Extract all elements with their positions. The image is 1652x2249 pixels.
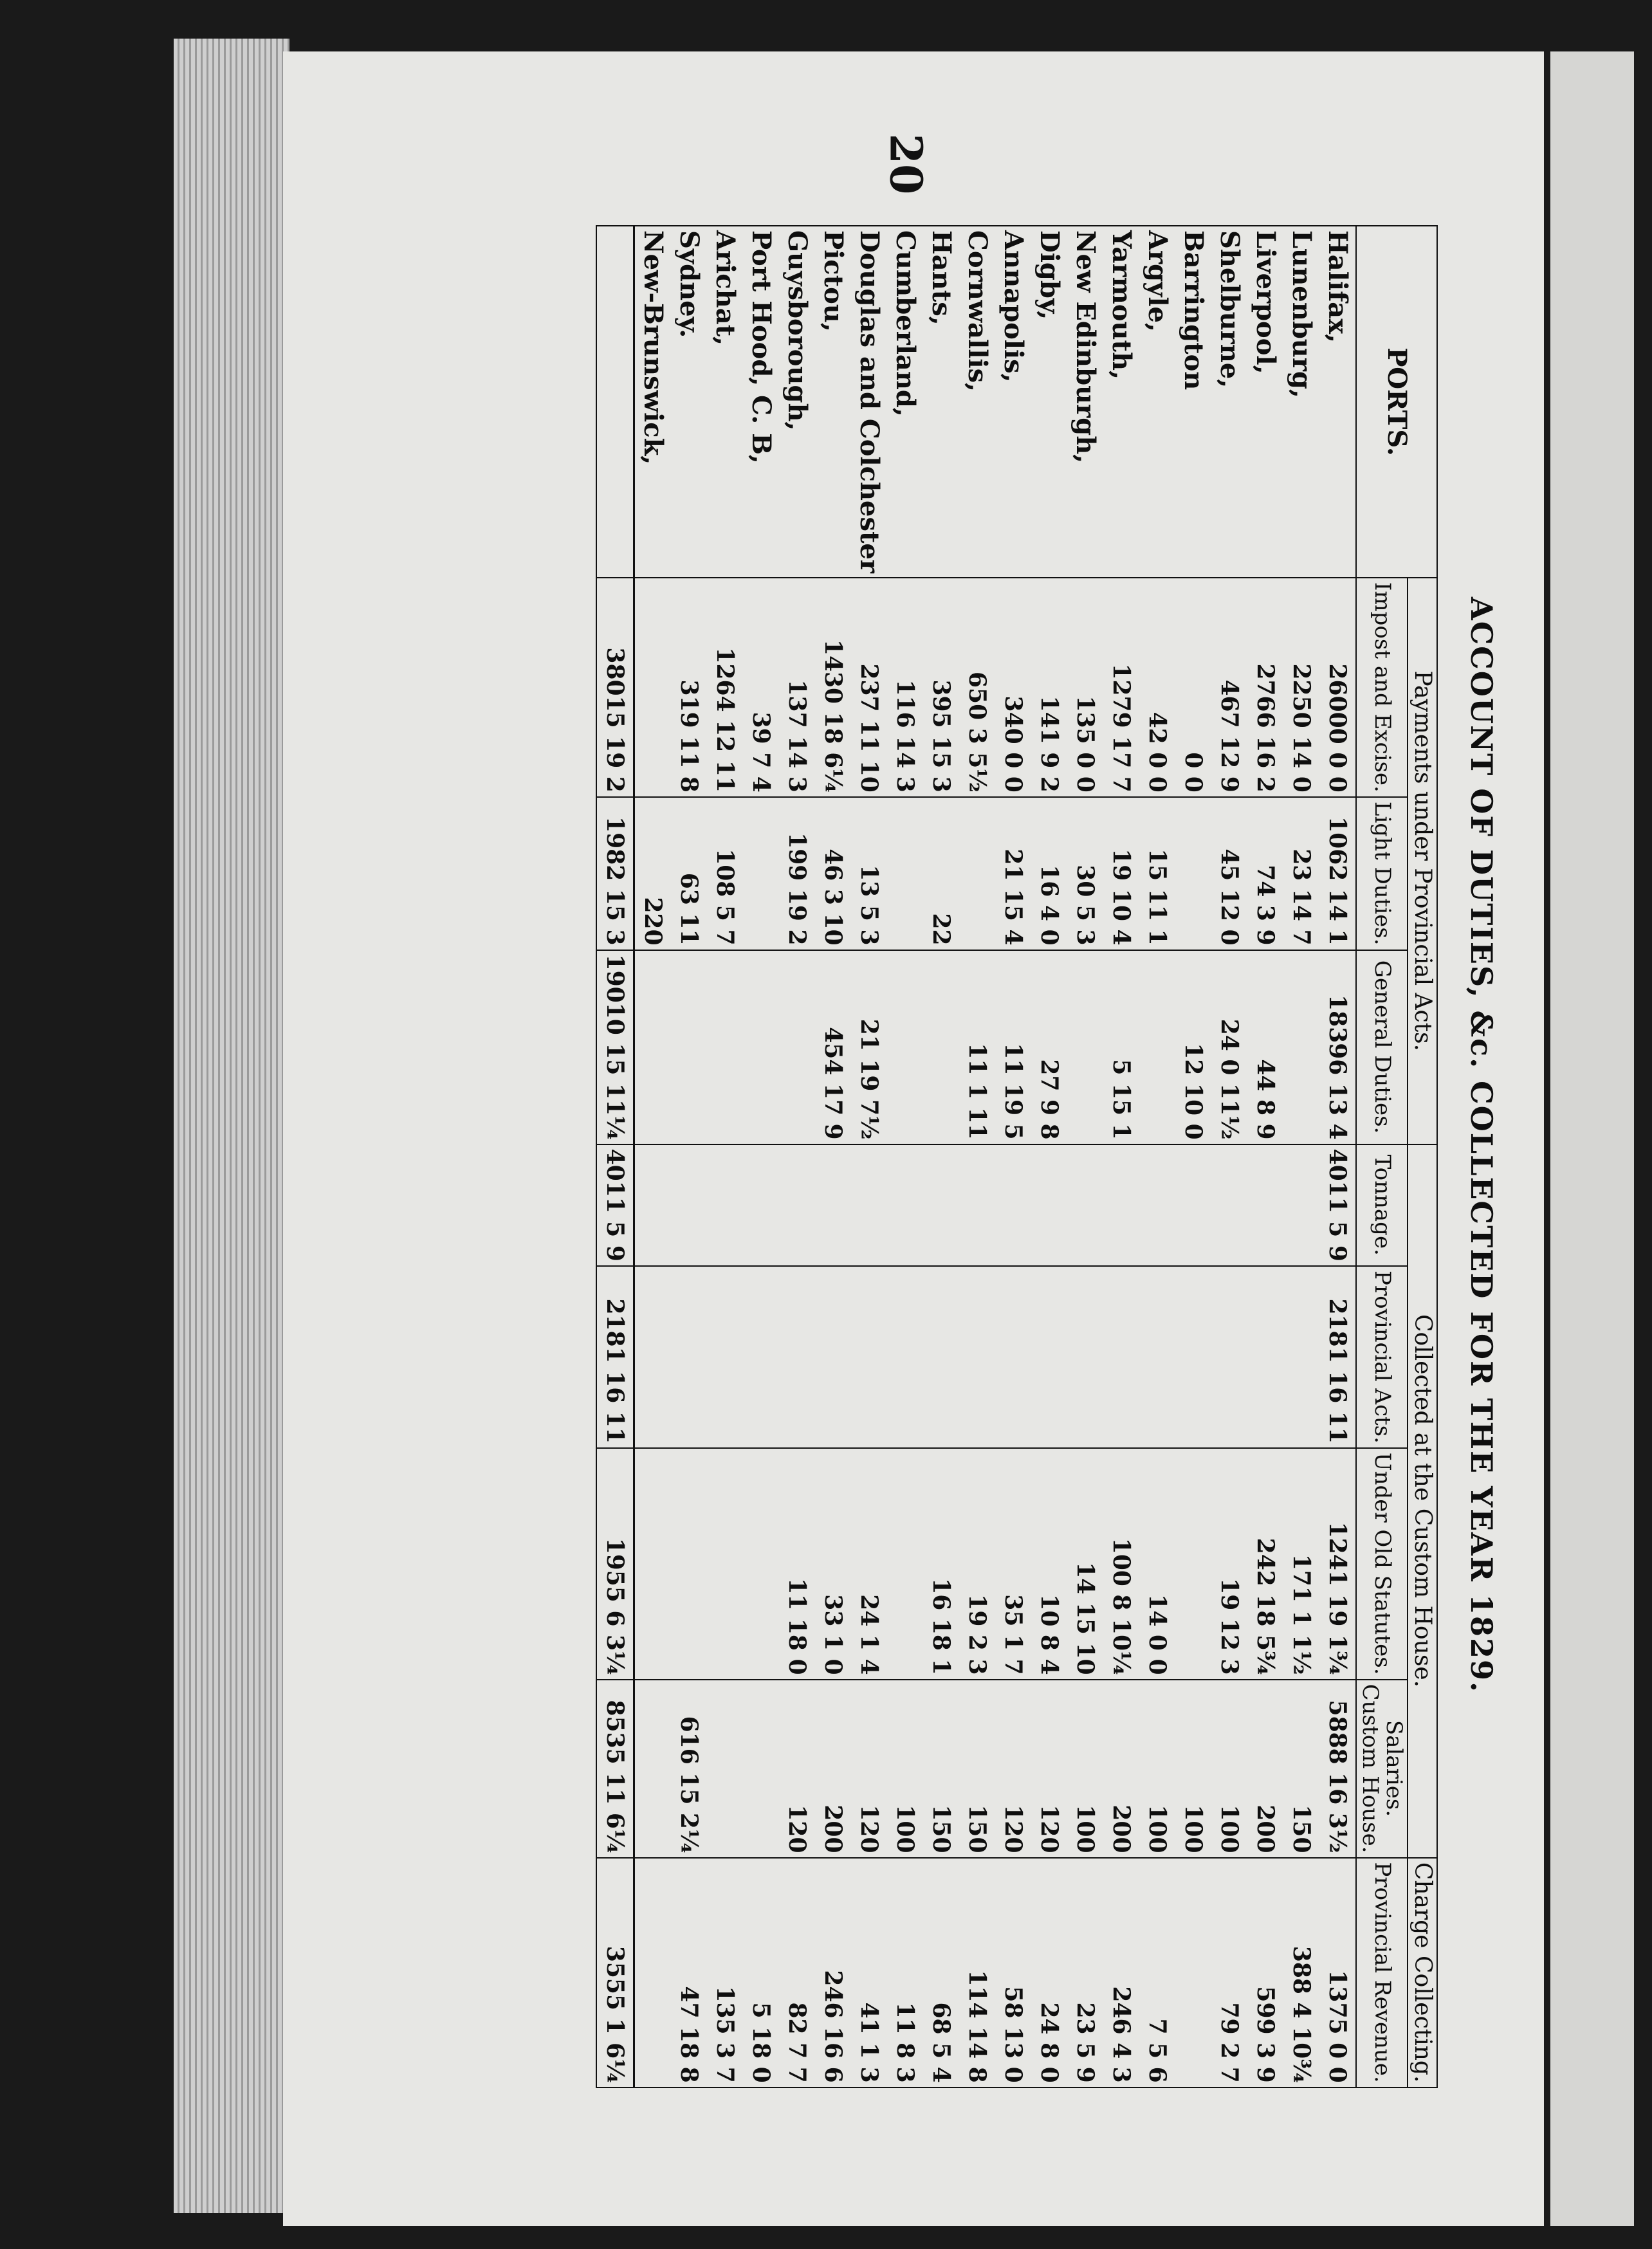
table-row xyxy=(887,226,923,2088)
col-header-light-duties: Light Duties. xyxy=(1356,797,1408,950)
total-cell: 4011 5 9 xyxy=(596,1144,634,1266)
table-cell xyxy=(1031,1144,1067,1266)
port-name: Annapolis, xyxy=(995,226,1031,578)
book-page-edges xyxy=(174,39,289,2213)
table-cell xyxy=(815,1144,851,1266)
table-row xyxy=(995,226,1031,2088)
table-row xyxy=(1247,226,1283,2088)
table-cell: 33 1 0 xyxy=(815,1448,851,1680)
table-cell: 24 0 11½ xyxy=(1211,950,1247,1144)
table-cell: 108 5 7 xyxy=(707,797,743,950)
table-row xyxy=(1283,226,1319,2088)
duties-table xyxy=(596,225,1438,2088)
table-cell: 11 8 3 xyxy=(887,1858,923,2088)
custom-house-group-header: Collected at the Custom House. xyxy=(1408,1144,1437,1858)
table-cell: 246 4 3 xyxy=(1103,1858,1139,2088)
table-cell xyxy=(1103,1266,1139,1448)
table-cell xyxy=(671,1266,707,1448)
port-name: Guysborough, xyxy=(779,226,815,578)
table-row xyxy=(1211,226,1247,2088)
table-cell: 58 13 0 xyxy=(995,1858,1031,2088)
table-cell: 171 1 1½ xyxy=(1283,1448,1319,1680)
table-cell xyxy=(959,1144,995,1266)
table-cell: 120 xyxy=(995,1680,1031,1858)
table-cell: 199 19 2 xyxy=(779,797,815,950)
table-cell: 13 5 3 xyxy=(851,797,887,950)
table-cell: 44 8 9 xyxy=(1247,950,1283,1144)
table-cell: 120 xyxy=(779,1680,815,1858)
table-cell: 1062 14 1 xyxy=(1319,797,1356,950)
table-cell xyxy=(1139,950,1175,1144)
table-cell xyxy=(634,1858,671,2088)
table-cell xyxy=(815,1266,851,1448)
table-cell xyxy=(707,1266,743,1448)
table-cell: 16 4 0 xyxy=(1031,797,1067,950)
table-cell xyxy=(779,950,815,1144)
table-cell: 135 3 7 xyxy=(707,1858,743,2088)
table-cell xyxy=(851,1266,887,1448)
table-cell: 237 11 10 xyxy=(851,578,887,797)
totals-row xyxy=(596,226,634,2088)
table-cell xyxy=(851,1144,887,1266)
table-cell: 150 xyxy=(959,1680,995,1858)
table-cell xyxy=(1247,1144,1283,1266)
table-cell xyxy=(1175,1858,1211,2088)
table-cell xyxy=(1067,1144,1103,1266)
port-name: Sydney. xyxy=(671,226,707,578)
facing-page-margin xyxy=(1550,51,1634,2226)
col-header-custom-house: Salaries. Custom House. xyxy=(1356,1680,1408,1858)
table-row xyxy=(815,226,851,2088)
table-row xyxy=(959,226,995,2088)
table-cell xyxy=(634,578,671,797)
total-cell: 8535 11 6¼ xyxy=(596,1680,634,1858)
table-cell xyxy=(743,1266,779,1448)
table-cell: 21 19 7½ xyxy=(851,950,887,1144)
table-cell: 242 18 5¾ xyxy=(1247,1448,1283,1680)
table-cell: 30 5 3 xyxy=(1067,797,1103,950)
table-cell: 0 0 xyxy=(1175,578,1211,797)
table-cell: 5888 16 3½ xyxy=(1319,1680,1356,1858)
table-cell xyxy=(671,1448,707,1680)
charge-group-header: Charge Collecting. xyxy=(1408,1858,1437,2088)
total-cell: 38015 19 2 xyxy=(596,578,634,797)
table-cell xyxy=(634,1680,671,1858)
table-cell: 1241 19 1¾ xyxy=(1319,1448,1356,1680)
port-name: Douglas and Colchester xyxy=(851,226,887,578)
table-row xyxy=(1175,226,1211,2088)
page-number: 20 xyxy=(879,133,932,195)
table-cell xyxy=(1139,1144,1175,1266)
table-cell: 616 15 2¼ xyxy=(671,1680,707,1858)
table-cell: 19 12 3 xyxy=(1211,1448,1247,1680)
table-body xyxy=(596,226,1356,2088)
table-cell xyxy=(1211,1144,1247,1266)
table-cell: 45 12 0 xyxy=(1211,797,1247,950)
table-cell: 74 3 9 xyxy=(1247,797,1283,950)
table-cell: 100 xyxy=(1175,1680,1211,1858)
table-cell: 141 9 2 xyxy=(1031,578,1067,797)
table-cell: 200 xyxy=(815,1680,851,1858)
table-cell: 35 1 7 xyxy=(995,1448,1031,1680)
table-cell xyxy=(743,950,779,1144)
table-cell: 220 xyxy=(634,797,671,950)
table-cell: 114 14 8 xyxy=(959,1858,995,2088)
table-cell xyxy=(671,950,707,1144)
table-cell: 120 xyxy=(851,1680,887,1858)
table-cell xyxy=(743,1680,779,1858)
table-cell: 42 0 0 xyxy=(1139,578,1175,797)
table-cell: 120 xyxy=(1031,1680,1067,1858)
port-name: Digby, xyxy=(1031,226,1067,578)
table-cell: 1375 0 0 xyxy=(1319,1858,1356,2088)
table-cell: 395 15 3 xyxy=(923,578,959,797)
table-row xyxy=(743,226,779,2088)
table-cell xyxy=(743,1144,779,1266)
table-cell: 137 14 3 xyxy=(779,578,815,797)
table-cell xyxy=(743,1448,779,1680)
table-cell: 1279 17 7 xyxy=(1103,578,1139,797)
table-cell: 7 5 6 xyxy=(1139,1858,1175,2088)
table-cell xyxy=(887,797,923,950)
table-cell xyxy=(707,950,743,1144)
payments-group-header: Payments under Provincial Acts. xyxy=(1408,578,1437,1144)
table-cell: 5 15 1 xyxy=(1103,950,1139,1144)
table-cell xyxy=(923,1266,959,1448)
port-name: Shelburne, xyxy=(1211,226,1247,578)
table-row xyxy=(1319,226,1356,2088)
table-cell: 46 3 10 xyxy=(815,797,851,950)
table-cell: 100 xyxy=(1067,1680,1103,1858)
table-cell: 39 7 4 xyxy=(743,578,779,797)
table-cell: 82 7 7 xyxy=(779,1858,815,2088)
table-cell: 21 15 4 xyxy=(995,797,1031,950)
port-name: New-Brunswick, xyxy=(634,226,671,578)
total-cell: 1982 15 3 xyxy=(596,797,634,950)
col-header-general-duties: General Duties. xyxy=(1356,950,1408,1144)
table-cell: 14 0 0 xyxy=(1139,1448,1175,1680)
port-name: Cumberland, xyxy=(887,226,923,578)
table-cell xyxy=(1067,1266,1103,1448)
table-cell: 27 9 8 xyxy=(1031,950,1067,1144)
table-cell xyxy=(887,1448,923,1680)
table-cell xyxy=(707,1448,743,1680)
table-cell: 1430 18 6¼ xyxy=(815,578,851,797)
table-cell: 200 xyxy=(1103,1680,1139,1858)
table-cell xyxy=(1067,950,1103,1144)
table-cell xyxy=(995,1266,1031,1448)
port-name: Yarmouth, xyxy=(1103,226,1139,578)
table-cell: 26000 0 0 xyxy=(1319,578,1356,797)
table-cell xyxy=(1103,1144,1139,1266)
table-cell xyxy=(1175,1266,1211,1448)
total-cell: 1955 6 3¼ xyxy=(596,1448,634,1680)
total-cell: 19010 15 11¼ xyxy=(596,950,634,1144)
port-name: Liverpool, xyxy=(1247,226,1283,578)
port-name: Cornwallis, xyxy=(959,226,995,578)
table-cell: 41 1 3 xyxy=(851,1858,887,2088)
port-name: Barrington xyxy=(1175,226,1211,578)
table-cell xyxy=(887,1266,923,1448)
table-cell xyxy=(779,1266,815,1448)
table-cell: 319 11 8 xyxy=(671,578,707,797)
port-name: Argyle, xyxy=(1139,226,1175,578)
table-cell: 150 xyxy=(923,1680,959,1858)
table-row xyxy=(779,226,815,2088)
table-cell: 388 4 10¾ xyxy=(1283,1858,1319,2088)
table-cell xyxy=(779,1144,815,1266)
table-cell xyxy=(1247,1266,1283,1448)
table-title: ACCOUNT OF DUTIES, &c. COLLECTED FOR THE YEAR 1829. xyxy=(1464,597,1499,1693)
col-header-provincial-revenue: Provincial Revenue. xyxy=(1356,1858,1408,2088)
table-cell: 19 2 3 xyxy=(959,1448,995,1680)
table-cell xyxy=(1175,1448,1211,1680)
table-cell: 100 xyxy=(1139,1680,1175,1858)
table-cell xyxy=(1283,950,1319,1144)
port-name: Halifax, xyxy=(1319,226,1356,578)
table-cell: 4011 5 9 xyxy=(1319,1144,1356,1266)
col-header-provincial-acts: Provincial Acts. xyxy=(1356,1266,1408,1448)
table-row xyxy=(634,226,671,2088)
table-cell: 467 12 9 xyxy=(1211,578,1247,797)
table-cell: 1264 12 11 xyxy=(707,578,743,797)
table-cell: 12 10 0 xyxy=(1175,950,1211,1144)
total-cell: 3555 1 6¼ xyxy=(596,1858,634,2088)
table-row xyxy=(707,226,743,2088)
table-cell xyxy=(1175,797,1211,950)
port-name: Lunenburg, xyxy=(1283,226,1319,578)
table-cell xyxy=(959,797,995,950)
table-cell xyxy=(959,1266,995,1448)
port-name: Hants, xyxy=(923,226,959,578)
table-cell: 11 1 11 xyxy=(959,950,995,1144)
table-cell xyxy=(923,950,959,1144)
table-cell xyxy=(1175,1144,1211,1266)
table-cell: 15 11 1 xyxy=(1139,797,1175,950)
port-name: Arichat, xyxy=(707,226,743,578)
table-cell: 14 15 10 xyxy=(1067,1448,1103,1680)
table-cell xyxy=(707,1680,743,1858)
table-cell: 10 8 4 xyxy=(1031,1448,1067,1680)
table-cell xyxy=(634,950,671,1144)
table-cell xyxy=(1139,1266,1175,1448)
table-row xyxy=(923,226,959,2088)
table-cell: 116 14 3 xyxy=(887,578,923,797)
table-cell xyxy=(923,1144,959,1266)
table-cell: 79 2 7 xyxy=(1211,1858,1247,2088)
table-cell: 63 11 xyxy=(671,797,707,950)
table-cell: 23 5 9 xyxy=(1067,1858,1103,2088)
table-cell: 135 0 0 xyxy=(1067,578,1103,797)
table-cell xyxy=(1031,1266,1067,1448)
table-cell xyxy=(1211,1266,1247,1448)
table-cell xyxy=(1283,1144,1319,1266)
table-cell: 100 8 10¼ xyxy=(1103,1448,1139,1680)
table-cell: 340 0 0 xyxy=(995,578,1031,797)
total-cell: 2181 16 11 xyxy=(596,1266,634,1448)
table-row xyxy=(1067,226,1103,2088)
table-cell: 2181 16 11 xyxy=(1319,1266,1356,1448)
table-cell xyxy=(671,1144,707,1266)
salaries-label: Salaries. xyxy=(1381,1720,1408,1817)
table-cell: 24 1 4 xyxy=(851,1448,887,1680)
table-cell: 5 18 0 xyxy=(743,1858,779,2088)
table-cell xyxy=(634,1266,671,1448)
table-cell: 650 3 5½ xyxy=(959,578,995,797)
header-group-row xyxy=(1408,226,1437,2088)
table-row xyxy=(851,226,887,2088)
table-row xyxy=(1139,226,1175,2088)
table-cell xyxy=(707,1144,743,1266)
port-name: Pictou, xyxy=(815,226,851,578)
table-cell: 68 5 4 xyxy=(923,1858,959,2088)
table-row xyxy=(671,226,707,2088)
table-cell: 100 xyxy=(1211,1680,1247,1858)
rotated-table-block xyxy=(495,225,1499,2083)
table-cell: 11 18 0 xyxy=(779,1448,815,1680)
col-header-old-statutes: Under Old Statutes. xyxy=(1356,1448,1408,1680)
table-cell: 19 10 4 xyxy=(1103,797,1139,950)
table-cell: 2250 14 0 xyxy=(1283,578,1319,797)
port-name: Port Hood, C. B, xyxy=(743,226,779,578)
table-cell: 24 8 0 xyxy=(1031,1858,1067,2088)
table-cell xyxy=(1283,1266,1319,1448)
table-cell: 2766 16 2 xyxy=(1247,578,1283,797)
table-cell: 454 17 9 xyxy=(815,950,851,1144)
table-cell xyxy=(634,1144,671,1266)
totals-label-cell xyxy=(596,226,634,578)
col-header-tonnage: Tonnage. xyxy=(1356,1144,1408,1266)
table-cell xyxy=(887,950,923,1144)
table-cell: 11 19 5 xyxy=(995,950,1031,1144)
ports-header: PORTS. xyxy=(1356,226,1437,578)
table-row xyxy=(1103,226,1139,2088)
port-name: New Edinburgh, xyxy=(1067,226,1103,578)
table-row xyxy=(1031,226,1067,2088)
table-cell xyxy=(743,797,779,950)
table-cell xyxy=(634,1448,671,1680)
table-cell: 16 18 1 xyxy=(923,1448,959,1680)
table-cell: 23 14 7 xyxy=(1283,797,1319,950)
table-cell: 599 3 9 xyxy=(1247,1858,1283,2088)
table-cell: 200 xyxy=(1247,1680,1283,1858)
col-header-impost: Impost and Excise. xyxy=(1356,578,1408,797)
table-cell: 100 xyxy=(887,1680,923,1858)
table-cell xyxy=(995,1144,1031,1266)
table-cell: 22 xyxy=(923,797,959,950)
table-cell: 47 18 8 xyxy=(671,1858,707,2088)
table-cell: 150 xyxy=(1283,1680,1319,1858)
table-cell xyxy=(887,1144,923,1266)
table-cell: 18396 13 4 xyxy=(1319,950,1356,1144)
table-cell: 246 16 6 xyxy=(815,1858,851,2088)
